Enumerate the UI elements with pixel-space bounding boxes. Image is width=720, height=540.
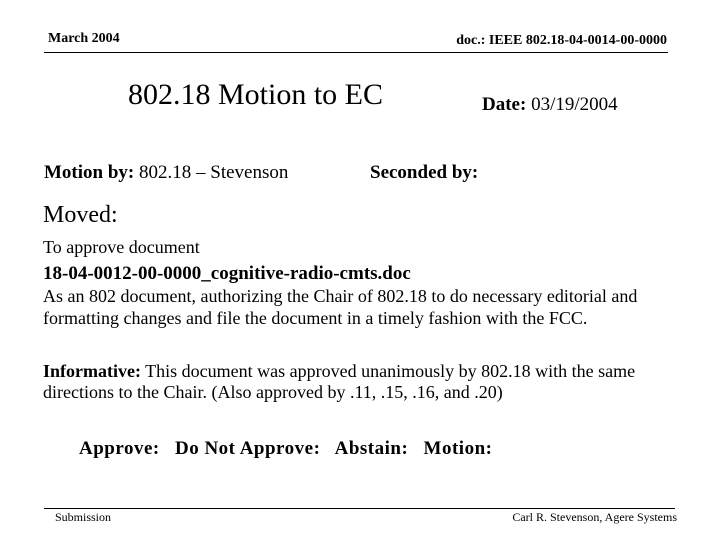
moved-paragraph: As an 802 document, authorizing the Chair of 802.18 to do necessary editorial and formatting changes and file the document in a timely fashion with the FCC. bbox=[43, 286, 638, 328]
header-doc-id: doc.: IEEE 802.18-04-0014-00-0000 bbox=[456, 33, 667, 48]
footer-submission: Submission bbox=[55, 510, 112, 524]
seconded-by-label: Seconded by: bbox=[370, 162, 479, 183]
motion-by-label: Motion by: bbox=[44, 162, 135, 183]
header-divider bbox=[44, 52, 668, 53]
vote-row bbox=[79, 438, 502, 460]
moved-intro: To approve document bbox=[43, 237, 200, 257]
vote-abstain: Abstain: bbox=[334, 438, 409, 459]
date-label: Date: bbox=[482, 94, 527, 115]
motion-by-value: 802.18 – Stevenson bbox=[134, 162, 289, 183]
date-line bbox=[482, 94, 618, 116]
footer-author: Carl R. Stevenson, Agere Systems bbox=[512, 510, 677, 524]
footer-divider bbox=[44, 508, 675, 509]
date-value: 03/19/2004 bbox=[526, 94, 618, 115]
vote-do-not-approve: Do Not Approve: bbox=[174, 438, 321, 459]
document-name: 18-04-0012-00-0000_cognitive-radio-cmts.doc bbox=[43, 263, 411, 284]
motion-by-line bbox=[44, 162, 288, 184]
header-date: March 2004 bbox=[48, 31, 120, 46]
informative-paragraph bbox=[43, 361, 683, 403]
slide-title: 802.18 Motion to EC bbox=[128, 78, 384, 111]
informative-label: Informative: bbox=[43, 361, 141, 381]
vote-motion: Motion: bbox=[423, 438, 493, 459]
moved-heading: Moved: bbox=[43, 202, 118, 228]
vote-approve: Approve: bbox=[79, 438, 160, 459]
informative-text: This document was approved unanimously by 802.18 with the same directions to the Chair. (Also approved by .11, .15, .16, and .20) bbox=[43, 361, 636, 402]
